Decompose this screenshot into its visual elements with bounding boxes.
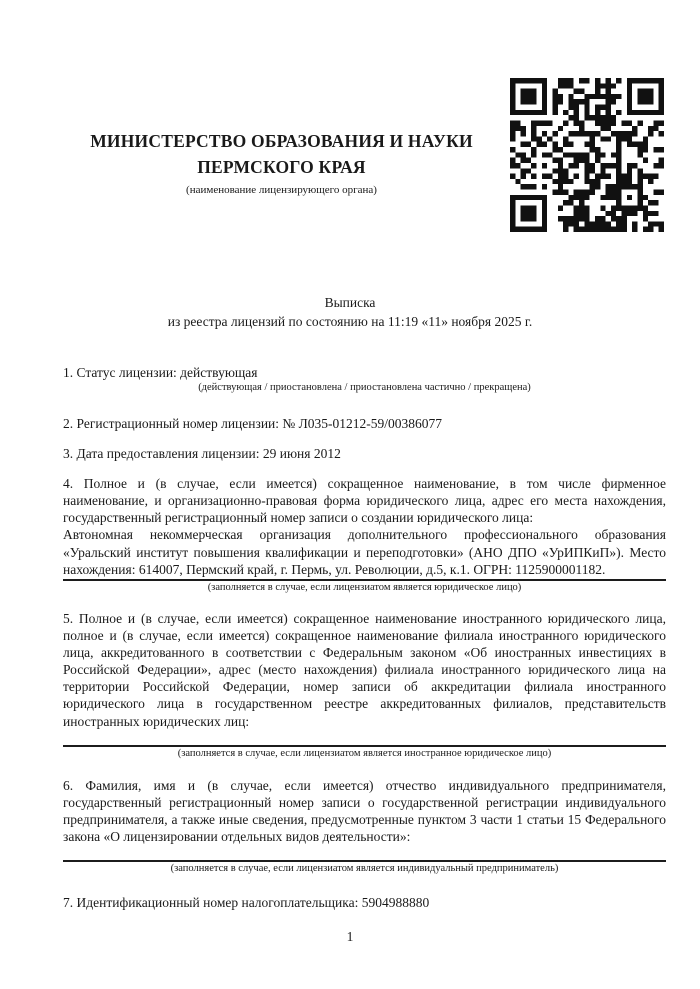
page-number: 1 [346, 929, 354, 944]
legal-entity-label: 4. Полное и (в случае, если имеется) сокращенное наименование, в том числе фирменное наименование, и организационно-правовая форма юридического лица, адрес его места нахождения, государственный регистрационный номер записи о создании юридического лица: [63, 476, 666, 526]
document-title-line1: Выписка [324, 295, 376, 310]
individual-entrepreneur-value [63, 845, 666, 859]
legal-entity-hint: (заполняется в случае, если лицензиатом является юридическое лицо) [207, 581, 522, 593]
qr-code-icon [510, 78, 664, 232]
individual-entrepreneur-hint: (заполняется в случае, если лицензиатом является индивидуальный предприниматель) [170, 863, 559, 875]
document-title [0, 294, 700, 332]
taxpayer-number-text: 7. Идентификационный номер налогоплательщика: 5904988880 [63, 895, 430, 911]
item-license-status [63, 364, 666, 395]
ministry-name-line2: ПЕРМСКОГО КРАЯ [197, 157, 366, 178]
legal-entity-value: Автономная некоммерческая организация дополнительного профессионального образования «Уральский институт повышения квалификации и переподготовки» (АНО ДПО «УрИПКиП»). Место нахождения: 614007, Пермский край, г. Пермь, ул. Революции, д.5, к.1. ОГРН: 1125900001182. [63, 527, 666, 577]
individual-entrepreneur-label: 6. Фамилия, имя и (в случае, если имеется) отчество индивидуального предпринимателя, государственный регистрационный номер записи о государственной регистрации индивидуального предпринимателя, а также иные сведения, предусмотренные пунктом 3 части 1 статьи 15 Федерального закона «О лицензировании отдельных видов деятельности»: [63, 777, 666, 845]
foreign-entity-label: 5. Полное и (в случае, если имеется) сокращенное наименование иностранного юридического лица, полное и (в случае, если имеется) сокращенное наименование филиала иностранного юридического лица, аккредитованного в соответствии с Федеральным законом «Об иностранных инвестициях в Российской Федерации», адрес (место нахождения) филиала иностранного юридического лица на территории Российской Федерации, номер записи об аккредитации филиала иностранного юридического лица в государственном реестре аккредитованных филиалов, представительств иностранных юридических лиц: [63, 610, 666, 729]
document-title-line2: из реестра лицензий по состоянию на 11:19 «11» ноября 2025 г. [167, 313, 533, 329]
document-body [63, 364, 666, 911]
grant-date-text: 3. Дата предоставления лицензии: 29 июня 2012 [63, 445, 341, 461]
document-header-row [0, 0, 700, 232]
item-individual-entrepreneur [63, 777, 666, 876]
foreign-entity-hint: (заполняется в случае, если лицензиатом является иностранное юридическое лицо) [177, 747, 552, 759]
registration-number-text: 2. Регистрационный номер лицензии: № Л035-01212-59/00386077 [63, 415, 443, 431]
ministry-name-line1: МИНИСТЕРСТВО ОБРАЗОВАНИЯ И НАУКИ [90, 131, 473, 151]
item-legal-entity [63, 475, 666, 595]
item-grant-date [63, 445, 666, 462]
item-registration-number [63, 415, 666, 432]
item-taxpayer-number [63, 894, 666, 911]
license-status-text: 1. Статус лицензии: действующая [63, 364, 258, 380]
licensing-authority-header [63, 78, 500, 196]
item-foreign-entity [63, 610, 666, 761]
foreign-entity-value [63, 730, 666, 744]
license-status-hint: (действующая / приостановлена / приостановлена частично / прекращена) [198, 381, 531, 393]
licensing-authority-caption: (наименование лицензирующего органа) [186, 183, 377, 196]
